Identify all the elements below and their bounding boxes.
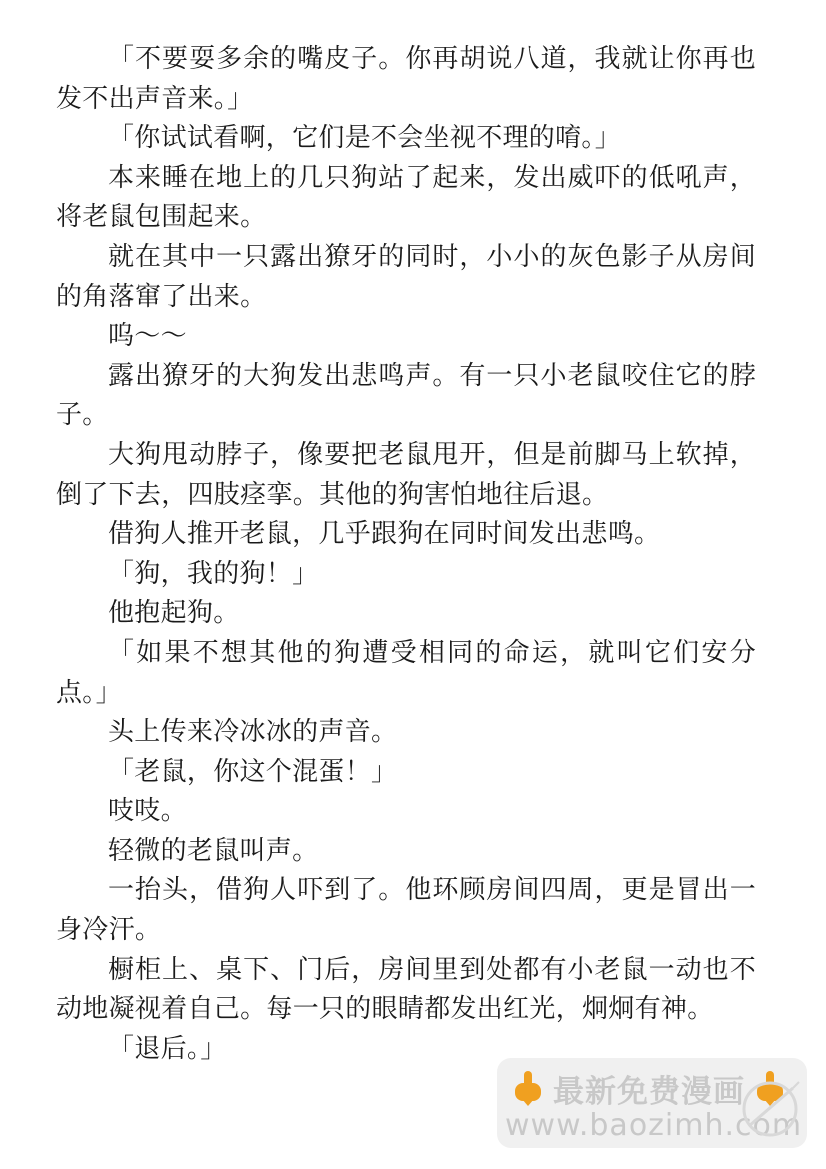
pointing-hand-icon [511,1069,545,1107]
paragraph: 呜～～ [108,321,187,352]
paragraph: 大狗甩动脖子，像要把老鼠甩开，但是前脚马上软掉，倒了下去，四肢痉挛。其他的狗害怕地往后退。 [56,439,756,510]
paragraph: 吱吱。 [108,796,187,827]
paragraph: 「不要耍多余的嘴皮子。你再胡说八道，我就让你再也发不出声音来。」 [56,44,756,114]
paragraph: 他抱起狗。 [108,598,240,629]
paragraph: 头上传来冷冰冰的声音。 [108,717,398,748]
watermark-url: www.baozimh.com [505,1108,803,1143]
paragraph: 轻微的老鼠叫声。 [108,835,319,866]
paragraph: 「狗，我的狗！」 [108,558,319,589]
watermark-badge [497,1058,807,1148]
paragraph: 露出獠牙的大狗发出悲鸣声。有一只小老鼠咬住它的脖子。 [56,360,756,431]
paragraph: 橱柜上、桌下、门后，房间里到处都有小老鼠一动也不动地凝视着自己。每一只的眼睛都发出红光，炯炯有神。 [56,954,756,1025]
paragraph: 一抬头，借狗人吓到了。他环顾房间四周，更是冒出一身冷汗。 [56,875,756,946]
paragraph: 借狗人推开老鼠，几乎跟狗在同时间发出悲鸣。 [108,519,661,550]
paragraph: 就在其中一只露出獠牙的同时，小小的灰色影子从房间的角落窜了出来。 [56,241,756,312]
paragraph: 「老鼠，你这个混蛋！」 [108,756,398,787]
paragraph: 「如果不想其他的狗遭受相同的命运，就叫它们安分点。」 [56,637,756,708]
paragraph: 本来睡在地上的几只狗站了起来，发出威吓的低吼声，将老鼠包围起来。 [56,162,756,233]
watermark-title: 最新免费漫画 [553,1073,745,1110]
paragraph: 「退后。」 [108,1033,227,1064]
stamp-icon [735,1074,805,1144]
paragraph: 「你试试看啊，它们是不会坐视不理的唷。」 [108,123,622,154]
text-body [56,40,756,1069]
